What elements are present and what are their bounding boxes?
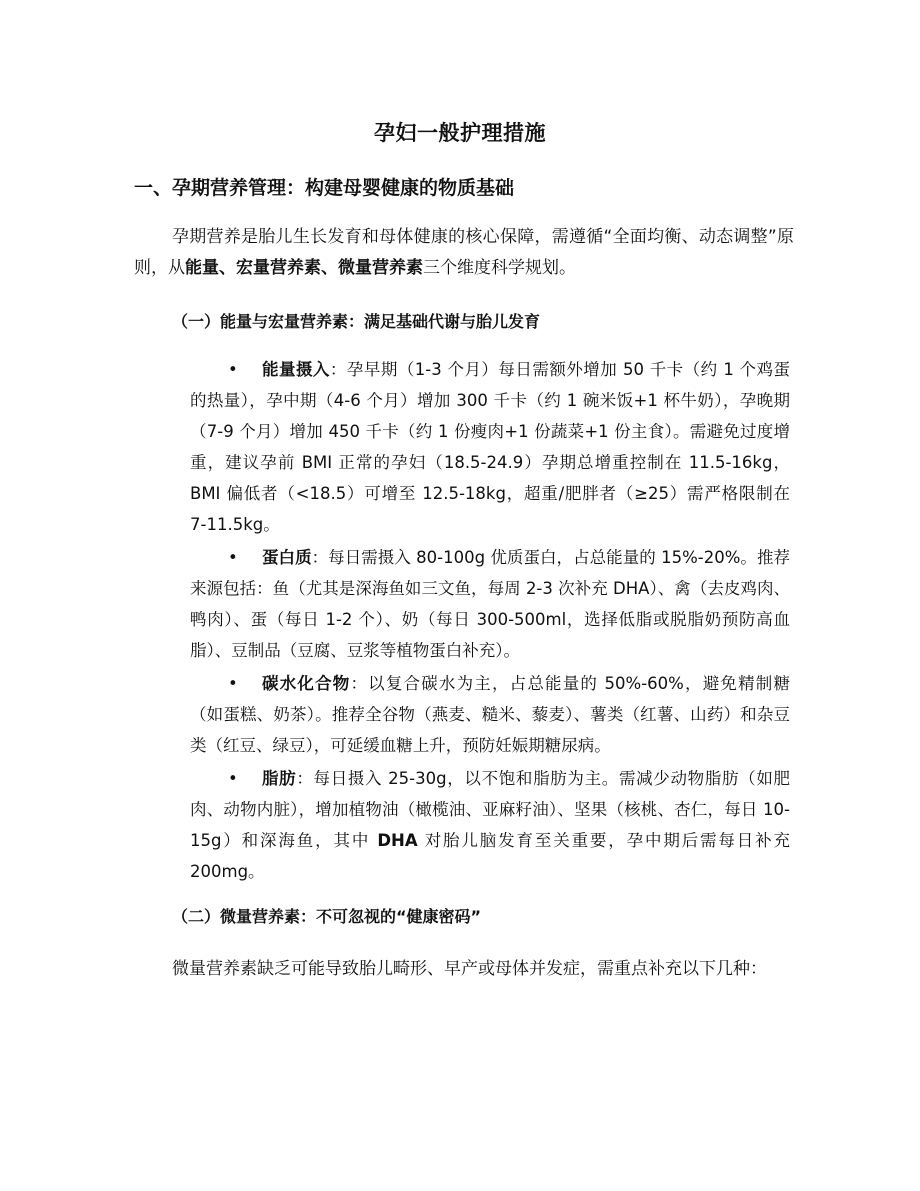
- item-text: ：孕早期（1-3 个月）每日需额外增加 50 千卡（约 1 个鸡蛋的热量），孕中期（4-6 个月）增加 300 千卡（约 1 碗米饭+1 杯牛奶），孕晚期（7-9 个月）增加 450 千卡（约 1 份瘦肉+1 份蔬菜+1 份主食）。需避免过度增重，建议孕前 BMI 正常的孕妇（18.5-24.9）孕期总增重控制在 11.5-16kg，BMI 偏低者（<18.5）可增至 12.5-18kg，超重/肥胖者（≥25）需严格限制在 7-11.5kg。: [190, 360, 791, 534]
- subsection-heading-2: （二）微量营养素：不可忽视的“健康密码”: [172, 907, 482, 926]
- document-title: 孕妇一般护理措施: [374, 121, 546, 145]
- list-item-carbohydrate: [172, 668, 790, 761]
- item-text: ：以复合碳水为主，占总能量的 50%-60%，避免精制糖（如蛋糕、奶茶）。推荐全谷物（燕麦、糙米、藜麦）、薯类（红薯、山药）和杂豆类（红豆、绿豆），可延缓血糖上升，预防妊娠期糖尿病。: [190, 674, 791, 755]
- item-text: ：每日摄入 25-30g，以不饱和脂肪为主。需减少动物脂肪（如肥肉、动物内脏），增加植物油（橄榄油、亚麻籽油）、坚果（核桃、杏仁，每日 10-15g）和深海鱼，其中: [190, 769, 791, 850]
- item-text: ：每日需摄入 80-100g 优质蛋白，占总能量的 15%-20%。推荐来源包括：鱼（尤其是深海鱼如三文鱼，每周 2-3 次补充 DHA）、禽（去皮鸡肉、鸭肉）、蛋（每日 1-2 个）、奶（每日 300-500ml，选择低脂或脱脂奶预防高血脂）、豆制品（豆腐、豆浆等植物蛋白补充）。: [190, 548, 791, 660]
- intro-paragraph: [134, 222, 794, 284]
- item-label: 能量摄入: [262, 360, 330, 379]
- intro-text-1: 孕期营养是胎儿生长发育和母体健康的核心保障，需遵循“全面均衡、动态调整”原则，从: [134, 227, 794, 278]
- item-label: 蛋白质: [262, 548, 312, 567]
- item-bold-term: DHA: [377, 831, 418, 850]
- list-item-protein: [172, 542, 790, 666]
- nutrient-list: [172, 354, 790, 889]
- list-item-energy: [172, 354, 790, 540]
- item-label: 碳水化合物: [262, 674, 351, 693]
- subsection-heading-1: （一）能量与宏量营养素：满足基础代谢与胎儿发育: [172, 312, 541, 331]
- bullet-icon: •: [228, 548, 238, 567]
- list-item-fat: [172, 763, 790, 887]
- item-text: 对胎儿脑发育至关重要，孕中期后需每日补充 200mg。: [190, 831, 791, 881]
- intro-text-2: 三个维度科学规划。: [423, 258, 576, 278]
- intro-bold: 能量、宏量营养素、微量营养素: [185, 258, 423, 278]
- item-label: 脂肪: [262, 769, 297, 788]
- bullet-icon: •: [228, 769, 238, 788]
- section-heading: 一、孕期营养管理：构建母婴健康的物质基础: [134, 177, 515, 199]
- closing-paragraph: 微量营养素缺乏可能导致胎儿畸形、早产或母体并发症，需重点补充以下几种：: [172, 959, 767, 979]
- bullet-icon: •: [228, 360, 238, 379]
- bullet-icon: •: [228, 674, 238, 693]
